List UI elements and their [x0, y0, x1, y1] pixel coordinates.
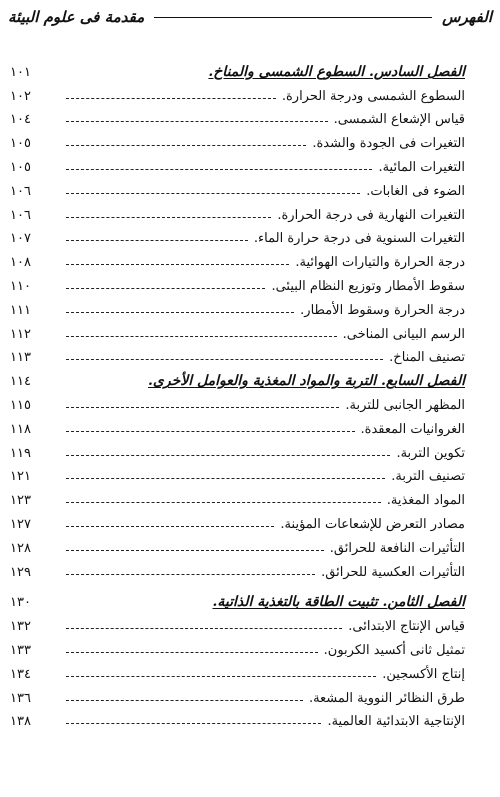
entry-title: طرق النظائر النووية المشعة. [308, 690, 465, 706]
dotted-leader [66, 193, 360, 194]
entry-title: إنتاج الأكسجين. [382, 666, 465, 682]
entry-title: الإنتاجية الابتدائية العالمية. [327, 714, 465, 730]
dotted-leader [66, 264, 289, 265]
header-rule [154, 17, 432, 18]
dotted-leader [66, 478, 385, 479]
entry-title: التأثيرات النافعة للحرائق. [329, 540, 465, 556]
entry-title: التغيرات فى الجودة والشدة. [312, 136, 465, 152]
entry-title: تصنيف التربة. [391, 469, 465, 485]
toc-entry [0, 296, 500, 320]
dotted-leader [66, 145, 306, 146]
page-number: ١٠٥ [10, 159, 31, 175]
dotted-leader [66, 359, 383, 360]
entry-title: درجة الحرارة والتيارات الهوائية. [295, 255, 465, 271]
entry-title: المواد المغذية. [386, 493, 465, 509]
dotted-leader [66, 217, 271, 218]
toc-entry [0, 391, 500, 415]
page-number: ١٢١ [10, 469, 31, 485]
page-number: ١٣٦ [10, 690, 31, 706]
page-number: ١٠٦ [10, 183, 31, 199]
entry-title: سقوط الأمطار وتوزيع النظام البيئى. [271, 278, 465, 294]
header-section: الفهرس [442, 8, 492, 26]
toc-entry [0, 612, 500, 636]
toc-entry [0, 129, 500, 153]
page-number: ١٢٨ [10, 540, 31, 556]
entry-title: الضوء فى الغابات. [366, 183, 465, 199]
chapter-title: الفصل السادس. السطوع الشمسى والمناخ. [208, 63, 465, 80]
dotted-leader [66, 550, 324, 551]
dotted-leader [66, 288, 265, 289]
page-number: ١١٢ [10, 326, 31, 342]
entry-title: التغيرات النهارية فى درجة الحرارة. [277, 207, 465, 223]
chapter-heading [0, 367, 500, 391]
toc-entry [0, 415, 500, 439]
chapter-heading [0, 589, 500, 613]
page-number: ١٠٢ [10, 88, 31, 104]
entry-title: قياس الإشعاع الشمسى. [333, 112, 465, 128]
page-number: ١١٤ [10, 374, 31, 390]
page-number: ١٢٩ [10, 564, 31, 580]
entry-title: درجة الحرارة وسقوط الأمطار. [300, 302, 465, 318]
entry-title: التأثيرات العكسية للحرائق. [321, 564, 465, 580]
toc-entry [0, 510, 500, 534]
page-number: ١٣٤ [10, 666, 31, 682]
page-number: ١٠٨ [10, 255, 31, 271]
page-number: ١١٣ [10, 350, 31, 366]
dotted-leader [66, 526, 274, 527]
dotted-leader [66, 121, 328, 122]
page-number: ١٠٤ [10, 112, 31, 128]
page-number: ١٣٠ [10, 595, 31, 611]
chapter-heading [0, 58, 500, 82]
running-header [8, 4, 492, 30]
dotted-leader [66, 407, 339, 408]
page-number: ١١٨ [10, 421, 31, 437]
page-number: ١٠٦ [10, 207, 31, 223]
entry-title: مصادر التعرض للإشعاعات المؤينة. [280, 516, 465, 532]
header-book-title: مقدمة فى علوم البيئة [8, 8, 145, 26]
page-number: ١٢٣ [10, 493, 31, 509]
page-number: ١٣٨ [10, 714, 31, 730]
entry-title: التغيرات السنوية فى درجة حرارة الماء. [253, 231, 465, 247]
page-number: ١٠٥ [10, 136, 31, 152]
entry-title: قياس الإنتاج الابتدائى. [348, 619, 465, 635]
toc-entry [0, 82, 500, 106]
page-number: ١١٩ [10, 445, 31, 461]
toc-entry [0, 248, 500, 272]
toc-entry [0, 272, 500, 296]
toc-entry [0, 684, 500, 708]
toc-entry [0, 153, 500, 177]
dotted-leader [66, 240, 248, 241]
entry-title: السطوع الشمسى ودرجة الحرارة. [281, 88, 465, 104]
toc-entry [0, 558, 500, 582]
table-of-contents [0, 58, 500, 731]
dotted-leader [66, 312, 294, 313]
toc-entry [0, 201, 500, 225]
dotted-leader [66, 700, 303, 701]
toc-entry [0, 660, 500, 684]
dotted-leader [66, 98, 276, 99]
page-number: ١١٥ [10, 397, 31, 413]
dotted-leader [66, 455, 390, 456]
entry-title: تصنيف المناخ. [389, 350, 465, 366]
toc-entry [0, 320, 500, 344]
page-number: ١١٠ [10, 278, 31, 294]
dotted-leader [66, 502, 381, 503]
entry-title: الرسم البيانى المناخى. [342, 326, 465, 342]
dotted-leader [66, 431, 355, 432]
toc-entry [0, 344, 500, 368]
chapter-title: الفصل الثامن. تثبيت الطاقة بالتغذية الذاتية. [212, 594, 465, 611]
entry-title: الغروانيات المعقدة. [360, 421, 465, 437]
page-number: ١٠١ [10, 64, 31, 80]
entry-title: تمثيل ثانى أكسيد الكربون. [323, 642, 465, 658]
dotted-leader [66, 723, 321, 724]
page-number: ١٣٣ [10, 642, 31, 658]
toc-entry [0, 636, 500, 660]
entry-title: تكوين التربة. [396, 445, 465, 461]
dotted-leader [66, 336, 337, 337]
dotted-leader [66, 652, 318, 653]
chapter-title: الفصل السابع. التربة والمواد المغذية والعوامل الأخرى. [148, 373, 465, 390]
toc-entry [0, 486, 500, 510]
toc-entry [0, 463, 500, 487]
dotted-leader [66, 628, 342, 629]
dotted-leader [66, 676, 376, 677]
toc-entry [0, 534, 500, 558]
toc-entry [0, 225, 500, 249]
page-number: ١١١ [10, 302, 31, 318]
dotted-leader [66, 574, 315, 575]
entry-title: المظهر الجانبى للتربة. [345, 397, 465, 413]
toc-entry [0, 106, 500, 130]
toc-entry [0, 177, 500, 201]
toc-entry [0, 439, 500, 463]
page-number: ١٢٧ [10, 516, 31, 532]
page-number: ١٠٧ [10, 231, 31, 247]
entry-title: التغيرات المائية. [378, 159, 465, 175]
toc-entry [0, 708, 500, 732]
page-number: ١٣٢ [10, 619, 31, 635]
dotted-leader [66, 169, 372, 170]
